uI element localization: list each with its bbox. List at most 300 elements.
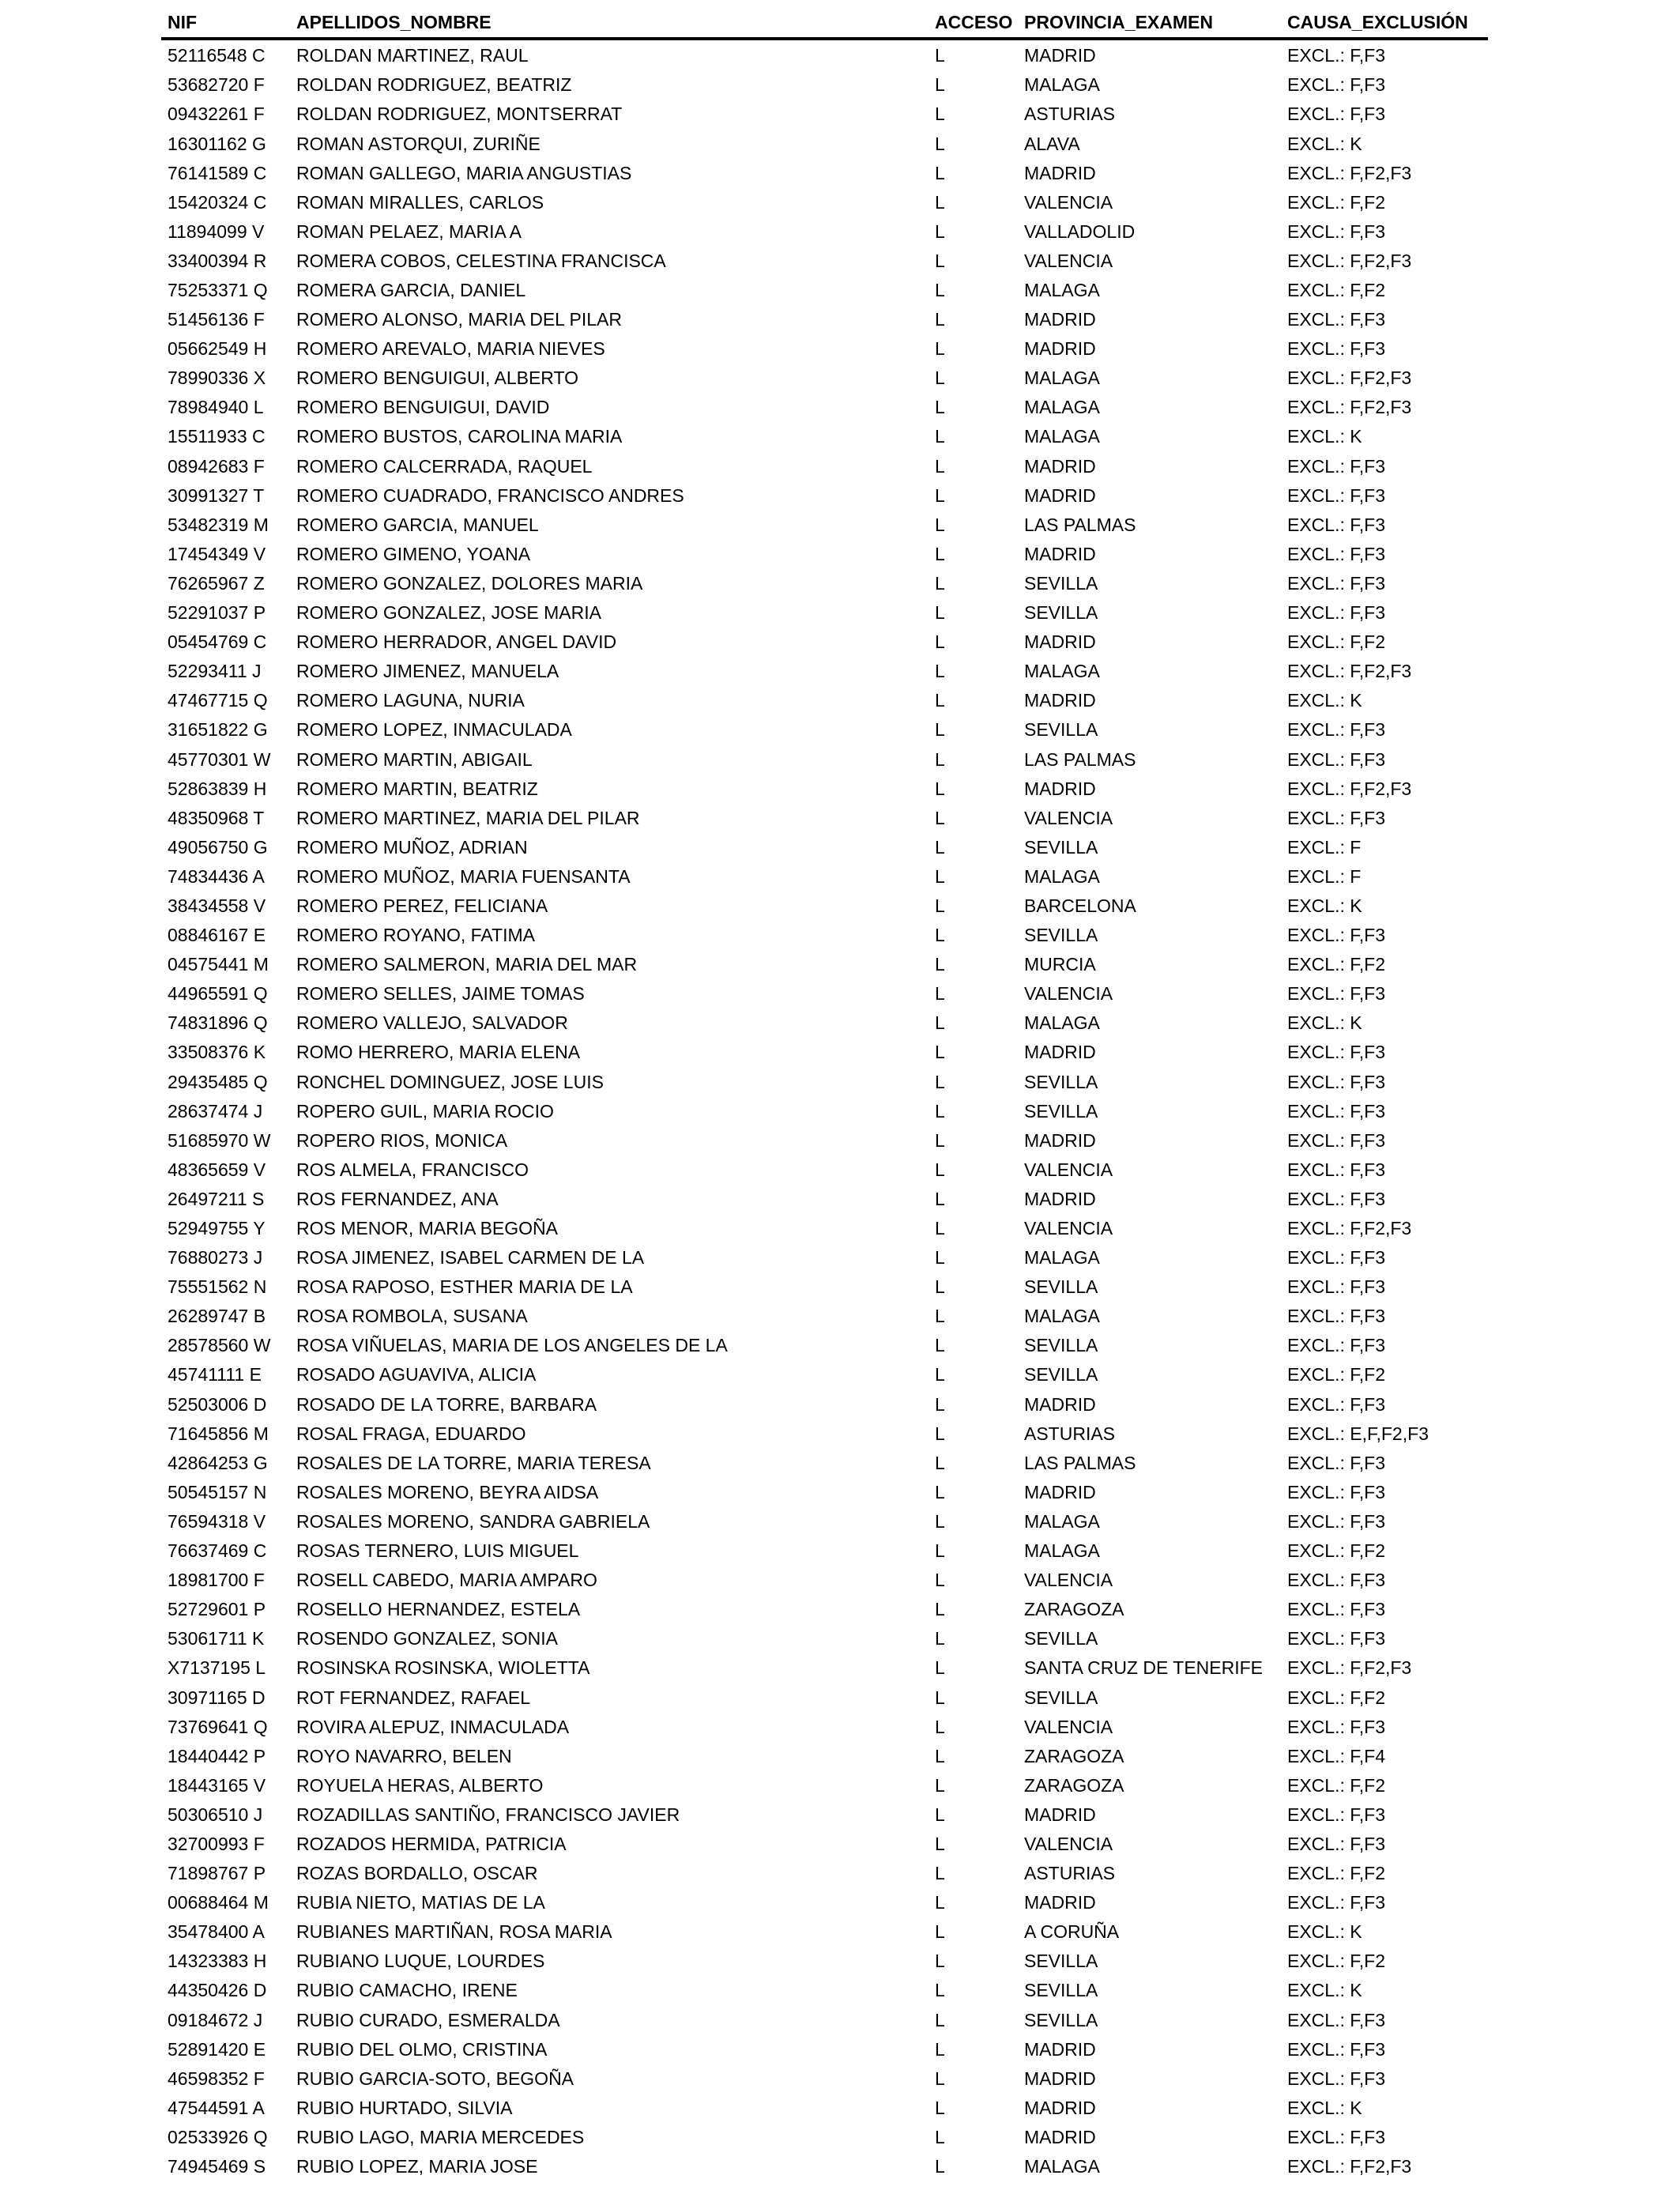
nif-cell: 75551562 N [168,1276,267,1298]
table-row [0,1683,1680,1713]
provincia-examen-cell: MADRID [1024,2097,1096,2118]
nif-cell: X7137195 L [168,1657,266,1679]
provincia-examen-cell: MALAGA [1024,368,1100,389]
table-row [0,1478,1680,1507]
apellidos-nombre-cell: ROMERO HERRADOR, ANGEL DAVID [296,631,617,653]
apellidos-nombre-cell: RUBIANES MARTIÑAN, ROSA MARIA [296,1921,612,1943]
acceso-cell: L [935,221,945,242]
provincia-examen-cell: SEVILLA [1024,1628,1098,1649]
nif-cell: 51456136 F [168,309,265,330]
causa-exclusion-cell: EXCL.: K [1287,1980,1362,2001]
table-row [0,1243,1680,1272]
causa-exclusion-cell: EXCL.: F,F3 [1287,1510,1385,1532]
nif-cell: 33400394 R [168,250,267,271]
causa-exclusion-cell: EXCL.: F,F2,F3 [1287,397,1412,418]
nif-cell: 33508376 K [168,1042,266,1063]
provincia-examen-cell: ZARAGOZA [1024,1599,1124,1620]
table-row [0,686,1680,715]
apellidos-nombre-cell: RUBIO GARCIA-SOTO, BEGOÑA [296,2068,574,2089]
causa-exclusion-cell: EXCL.: F,F3 [1287,1892,1385,1913]
nif-cell: 52291037 P [168,602,266,624]
acceso-cell: L [935,1306,945,1327]
provincia-examen-cell: VALENCIA [1024,1570,1113,1591]
causa-exclusion-cell: EXCL.: F,F3 [1287,1393,1385,1415]
acceso-cell: L [935,74,945,96]
provincia-examen-cell: MALAGA [1024,1540,1100,1562]
apellidos-nombre-cell: ROYO NAVARRO, BELEN [296,1745,512,1766]
nif-cell: 78990336 X [168,368,266,389]
causa-exclusion-cell: EXCL.: K [1287,1921,1362,1943]
apellidos-nombre-cell: ROMERO SELLES, JAIME TOMAS [296,983,585,1005]
provincia-examen-cell: ZARAGOZA [1024,1774,1124,1796]
table-row [0,1624,1680,1653]
table-row [0,1595,1680,1624]
table-row [0,1800,1680,1830]
provincia-examen-cell: MADRID [1024,309,1096,330]
causa-exclusion-cell: EXCL.: K [1287,895,1362,916]
apellidos-nombre-cell: ROZADOS HERMIDA, PATRICIA [296,1833,567,1854]
provincia-examen-cell: VALENCIA [1024,1716,1113,1737]
nif-cell: 49056750 G [168,836,268,858]
apellidos-nombre-cell: RONCHEL DOMINGUEZ, JOSE LUIS [296,1071,604,1092]
causa-exclusion-cell: EXCL.: F,F2 [1287,1863,1385,1884]
acceso-cell: L [935,778,945,799]
provincia-examen-cell: MALAGA [1024,865,1100,887]
provincia-examen-cell: SEVILLA [1024,1100,1098,1122]
apellidos-nombre-cell: ROLDAN MARTINEZ, RAUL [296,45,529,66]
apellidos-nombre-cell: ROMAN PELAEZ, MARIA A [296,221,522,242]
provincia-examen-cell: MADRID [1024,1129,1096,1151]
apellidos-nombre-cell: ROMERO LOPEZ, INMACULADA [296,719,572,741]
provincia-examen-cell: LAS PALMAS [1024,514,1136,535]
causa-exclusion-cell: EXCL.: F,F2 [1287,1774,1385,1796]
provincia-examen-cell: VALENCIA [1024,807,1113,828]
header-provincia-examen: PROVINCIA_EXAMEN [1024,12,1213,32]
table-row [0,921,1680,950]
table-row [0,130,1680,159]
acceso-cell: L [935,1364,945,1385]
acceso-cell: L [935,807,945,828]
provincia-examen-cell: MADRID [1024,45,1096,66]
nif-cell: 47544591 A [168,2097,265,2118]
nif-cell: 18440442 P [168,1745,266,1766]
nif-cell: 74945469 S [168,2156,266,2177]
apellidos-nombre-cell: ROMERO CALCERRADA, RAQUEL [296,455,593,477]
nif-cell: 44965591 Q [168,983,268,1005]
nif-cell: 09432261 F [168,104,265,125]
apellidos-nombre-cell: RUBIA NIETO, MATIAS DE LA [296,1892,545,1913]
table-row [0,393,1680,422]
apellidos-nombre-cell: ROSA RAPOSO, ESTHER MARIA DE LA [296,1276,633,1298]
acceso-cell: L [935,1129,945,1151]
table-row [0,1419,1680,1449]
acceso-cell: L [935,748,945,770]
nif-cell: 15420324 C [168,191,267,213]
apellidos-nombre-cell: ROMERO PEREZ, FELICIANA [296,895,548,916]
table-row [0,1566,1680,1595]
causa-exclusion-cell: EXCL.: F,F2 [1287,1364,1385,1385]
acceso-cell: L [935,1599,945,1620]
causa-exclusion-cell: EXCL.: F,F3 [1287,1716,1385,1737]
acceso-cell: L [935,836,945,858]
table-row [0,1185,1680,1214]
causa-exclusion-cell: EXCL.: F,F2 [1287,1540,1385,1562]
nif-cell: 31651822 G [168,719,268,741]
nif-cell: 28578560 W [168,1335,271,1356]
table-row [0,217,1680,247]
table-row [0,334,1680,364]
acceso-cell: L [935,865,945,887]
nif-cell: 53682720 F [168,74,265,96]
acceso-cell: L [935,1951,945,1972]
nif-cell: 50545157 N [168,1481,267,1502]
causa-exclusion-cell: EXCL.: F,F3 [1287,1071,1385,1092]
acceso-cell: L [935,925,945,946]
acceso-cell: L [935,104,945,125]
causa-exclusion-cell: EXCL.: F,F3 [1287,1159,1385,1180]
acceso-cell: L [935,2097,945,2118]
acceso-cell: L [935,1276,945,1298]
provincia-examen-cell: ALAVA [1024,133,1080,154]
acceso-cell: L [935,250,945,271]
provincia-examen-cell: MADRID [1024,1481,1096,1502]
apellidos-nombre-cell: ROLDAN RODRIGUEZ, BEATRIZ [296,74,572,96]
causa-exclusion-cell: EXCL.: F,F4 [1287,1745,1385,1766]
header-acceso: ACCESO [935,12,1013,32]
causa-exclusion-cell: EXCL.: F,F3 [1287,1804,1385,1825]
apellidos-nombre-cell: ROMERO MARTIN, ABIGAIL [296,748,533,770]
table-row [0,1272,1680,1302]
nif-cell: 75253371 Q [168,280,268,300]
apellidos-nombre-cell: ROMERO SALMERON, MARIA DEL MAR [296,954,638,975]
provincia-examen-cell: MALAGA [1024,280,1100,300]
apellidos-nombre-cell: ROSALES MORENO, BEYRA AIDSA [296,1481,599,1502]
table-row [0,1390,1680,1419]
causa-exclusion-cell: EXCL.: F,F3 [1287,1042,1385,1063]
causa-exclusion-cell: EXCL.: F,F3 [1287,543,1385,564]
apellidos-nombre-cell: ROSALES MORENO, SANDRA GABRIELA [296,1510,650,1532]
header-causa-exclusion: CAUSA_EXCLUSIÓN [1287,12,1468,32]
nif-cell: 35478400 A [168,1921,265,1943]
acceso-cell: L [935,543,945,564]
table-row [0,804,1680,833]
nif-cell: 05454769 C [168,631,267,653]
header-divider [161,37,1488,40]
nif-cell: 02533926 Q [168,2126,268,2147]
table-row [0,540,1680,569]
nif-cell: 32700993 F [168,1833,265,1854]
table-row [0,1713,1680,1742]
apellidos-nombre-cell: ROMERO AREVALO, MARIA NIEVES [296,338,605,360]
causa-exclusion-cell: EXCL.: F,F2,F3 [1287,1218,1412,1238]
table-row [0,1947,1680,1976]
acceso-cell: L [935,1247,945,1269]
table-row [0,657,1680,686]
causa-exclusion-cell: EXCL.: F,F3 [1287,1335,1385,1356]
acceso-cell: L [935,1423,945,1444]
table-row [0,41,1680,70]
acceso-cell: L [935,983,945,1005]
provincia-examen-cell: MALAGA [1024,1306,1100,1327]
causa-exclusion-cell: EXCL.: K [1287,133,1362,154]
table-row [0,247,1680,276]
acceso-cell: L [935,1716,945,1737]
table-row [0,1360,1680,1389]
acceso-cell: L [935,1510,945,1532]
nif-cell: 76265967 Z [168,572,265,594]
causa-exclusion-cell: EXCL.: F,F2 [1287,631,1385,653]
provincia-examen-cell: MADRID [1024,2038,1096,2060]
nif-cell: 76594318 V [168,1510,266,1532]
acceso-cell: L [935,690,945,711]
provincia-examen-cell: VALENCIA [1024,1218,1113,1238]
causa-exclusion-cell: EXCL.: F,F3 [1287,925,1385,946]
provincia-examen-cell: MALAGA [1024,1510,1100,1532]
nif-cell: 26289747 B [168,1306,266,1327]
apellidos-nombre-cell: ROT FERNANDEZ, RAFAEL [296,1687,531,1708]
table-row [0,1742,1680,1771]
apellidos-nombre-cell: ROPERO RIOS, MONICA [296,1129,508,1151]
provincia-examen-cell: MADRID [1024,690,1096,711]
provincia-examen-cell: SEVILLA [1024,1335,1098,1356]
table-row [0,188,1680,217]
nif-cell: 08846167 E [168,925,266,946]
causa-exclusion-cell: EXCL.: F,F3 [1287,1188,1385,1209]
table-row [0,1653,1680,1683]
table-row [0,1507,1680,1536]
acceso-cell: L [935,954,945,975]
table-row [0,2064,1680,2094]
acceso-cell: L [935,1393,945,1415]
table-row [0,452,1680,481]
apellidos-nombre-cell: ROMERO GIMENO, YOANA [296,543,531,564]
nif-cell: 71645856 M [168,1423,269,1444]
acceso-cell: L [935,1804,945,1825]
acceso-cell: L [935,2068,945,2089]
apellidos-nombre-cell: ROSA VIÑUELAS, MARIA DE LOS ANGELES DE LA [296,1335,728,1356]
table-row [0,1536,1680,1566]
nif-cell: 53061711 K [168,1628,265,1649]
apellidos-nombre-cell: ROYUELA HERAS, ALBERTO [296,1774,544,1796]
provincia-examen-cell: MADRID [1024,543,1096,564]
apellidos-nombre-cell: ROSAL FRAGA, EDUARDO [296,1423,526,1444]
header-nif: NIF [168,12,198,32]
apellidos-nombre-cell: ROMERO GONZALEZ, DOLORES MARIA [296,572,643,594]
nif-cell: 71898767 P [168,1863,266,1884]
causa-exclusion-cell: EXCL.: F,F3 [1287,74,1385,96]
table-row [0,2094,1680,2123]
nif-cell: 30991327 T [168,484,265,506]
nif-cell: 73769641 Q [168,1716,268,1737]
table-row [0,1771,1680,1800]
provincia-examen-cell: MADRID [1024,1393,1096,1415]
acceso-cell: L [935,397,945,418]
apellidos-nombre-cell: ROSENDO GONZALEZ, SONIA [296,1628,558,1649]
apellidos-nombre-cell: ROMERO MARTINEZ, MARIA DEL PILAR [296,807,640,828]
provincia-examen-cell: SEVILLA [1024,1980,1098,2001]
table-row [0,1830,1680,1859]
table-row [0,2006,1680,2035]
provincia-examen-cell: ZARAGOZA [1024,1745,1124,1766]
causa-exclusion-cell: EXCL.: F,F3 [1287,338,1385,360]
provincia-examen-cell: LAS PALMAS [1024,1452,1136,1473]
provincia-examen-cell: MALAGA [1024,2156,1100,2177]
apellidos-nombre-cell: ROMERO GARCIA, MANUEL [296,514,539,535]
nif-cell: 14323383 H [168,1951,267,1972]
apellidos-nombre-cell: ROMAN ASTORQUI, ZURIÑE [296,133,541,154]
header-apellidos-nombre: APELLIDOS_NOMBRE [296,12,492,32]
provincia-examen-cell: A CORUÑA [1024,1921,1120,1943]
causa-exclusion-cell: EXCL.: F,F3 [1287,807,1385,828]
apellidos-nombre-cell: RUBIO CURADO, ESMERALDA [296,2009,560,2030]
acceso-cell: L [935,572,945,594]
provincia-examen-cell: SEVILLA [1024,1364,1098,1385]
causa-exclusion-cell: EXCL.: F,F2 [1287,1951,1385,1972]
apellidos-nombre-cell: ROS ALMELA, FRANCISCO [296,1159,529,1180]
acceso-cell: L [935,484,945,506]
apellidos-nombre-cell: RUBIANO LUQUE, LOURDES [296,1951,545,1972]
causa-exclusion-cell: EXCL.: F,F2 [1287,280,1385,300]
provincia-examen-cell: MADRID [1024,1804,1096,1825]
acceso-cell: L [935,133,945,154]
provincia-examen-cell: SANTA CRUZ DE TENERIFE [1024,1657,1264,1679]
apellidos-nombre-cell: ROZADILLAS SANTIÑO, FRANCISCO JAVIER [296,1804,680,1825]
causa-exclusion-cell: EXCL.: F,F3 [1287,45,1385,66]
provincia-examen-cell: MURCIA [1024,954,1096,975]
provincia-examen-cell: MADRID [1024,2068,1096,2089]
acceso-cell: L [935,2009,945,2030]
apellidos-nombre-cell: ROSAS TERNERO, LUIS MIGUEL [296,1540,579,1562]
acceso-cell: L [935,2126,945,2147]
table-row [0,1888,1680,1917]
table-row [0,305,1680,334]
acceso-cell: L [935,514,945,535]
table-row [0,2152,1680,2181]
apellidos-nombre-cell: ROMO HERRERO, MARIA ELENA [296,1042,581,1063]
causa-exclusion-cell: EXCL.: F [1287,865,1362,887]
nif-cell: 52293411 J [168,661,262,682]
nif-cell: 18443165 V [168,1774,266,1796]
table-row [0,1917,1680,1947]
table-row [0,1097,1680,1126]
nif-cell: 78984940 L [168,397,264,418]
causa-exclusion-cell: EXCL.: F,F2,F3 [1287,778,1412,799]
nif-cell: 08942683 F [168,455,265,477]
provincia-examen-cell: ASTURIAS [1024,1423,1116,1444]
provincia-examen-cell: SEVILLA [1024,1276,1098,1298]
table-row [0,2035,1680,2064]
apellidos-nombre-cell: ROLDAN RODRIGUEZ, MONTSERRAT [296,104,623,125]
provincia-examen-cell: MADRID [1024,338,1096,360]
provincia-examen-cell: VALENCIA [1024,1833,1113,1854]
nif-cell: 15511933 C [168,426,266,447]
acceso-cell: L [935,1042,945,1063]
table-row [0,422,1680,451]
causa-exclusion-cell: EXCL.: F,F2,F3 [1287,368,1412,389]
table-body [0,41,1680,2181]
apellidos-nombre-cell: ROSELL CABEDO, MARIA AMPARO [296,1570,597,1591]
table-row [0,1155,1680,1185]
apellidos-nombre-cell: ROMERO ROYANO, FATIMA [296,925,535,946]
provincia-examen-cell: SEVILLA [1024,572,1098,594]
provincia-examen-cell: MALAGA [1024,397,1100,418]
nif-cell: 17454349 V [168,543,266,564]
causa-exclusion-cell: EXCL.: F,F2,F3 [1287,1657,1412,1679]
causa-exclusion-cell: EXCL.: F,F3 [1287,455,1385,477]
causa-exclusion-cell: EXCL.: F,F3 [1287,1452,1385,1473]
nif-cell: 11894099 V [168,221,265,242]
nif-cell: 42864253 G [168,1452,268,1473]
causa-exclusion-cell: EXCL.: F,F3 [1287,1570,1385,1591]
acceso-cell: L [935,1335,945,1356]
table-row [0,1008,1680,1038]
acceso-cell: L [935,309,945,330]
acceso-cell: L [935,368,945,389]
apellidos-nombre-cell: ROMERO VALLEJO, SALVADOR [296,1012,568,1034]
acceso-cell: L [935,1218,945,1238]
nif-cell: 38434558 V [168,895,266,916]
nif-cell: 52729601 P [168,1599,266,1620]
provincia-examen-cell: MADRID [1024,631,1096,653]
apellidos-nombre-cell: ROMERA GARCIA, DANIEL [296,280,526,300]
provincia-examen-cell: MADRID [1024,1892,1096,1913]
table-row [0,511,1680,540]
causa-exclusion-cell: EXCL.: K [1287,1012,1362,1034]
table-row [0,1214,1680,1243]
nif-cell: 52863839 H [168,778,267,799]
nif-cell: 76880273 J [168,1247,263,1269]
causa-exclusion-cell: EXCL.: F,F2 [1287,191,1385,213]
provincia-examen-cell: SEVILLA [1024,925,1098,946]
apellidos-nombre-cell: ROSA ROMBOLA, SUSANA [296,1306,528,1327]
apellidos-nombre-cell: ROSADO AGUAVIVA, ALICIA [296,1364,537,1385]
acceso-cell: L [935,1071,945,1092]
table-row [0,100,1680,129]
nif-cell: 76141589 C [168,162,267,183]
table-row [0,1859,1680,1888]
acceso-cell: L [935,1921,945,1943]
table-row [0,159,1680,188]
acceso-cell: L [935,1540,945,1562]
acceso-cell: L [935,1892,945,1913]
nif-cell: 29435485 Q [168,1071,268,1092]
table-row [0,1449,1680,1478]
provincia-examen-cell: MALAGA [1024,1012,1100,1034]
acceso-cell: L [935,1980,945,2001]
provincia-examen-cell: MALAGA [1024,1247,1100,1269]
acceso-cell: L [935,1100,945,1122]
causa-exclusion-cell: EXCL.: F,F3 [1287,1100,1385,1122]
table-row [0,569,1680,598]
acceso-cell: L [935,280,945,300]
causa-exclusion-cell: EXCL.: F,F3 [1287,1129,1385,1151]
table-row [0,862,1680,892]
table-row [0,1976,1680,2005]
acceso-cell: L [935,1628,945,1649]
causa-exclusion-cell: EXCL.: F,F2,F3 [1287,661,1412,682]
provincia-examen-cell: SEVILLA [1024,719,1098,741]
nif-cell: 46598352 F [168,2068,265,2089]
causa-exclusion-cell: EXCL.: F,F3 [1287,1276,1385,1298]
acceso-cell: L [935,631,945,653]
nif-cell: 45741111 E [168,1364,262,1385]
provincia-examen-cell: SEVILLA [1024,2009,1098,2030]
acceso-cell: L [935,426,945,447]
apellidos-nombre-cell: RUBIO HURTADO, SILVIA [296,2097,513,2118]
causa-exclusion-cell: EXCL.: K [1287,426,1362,447]
causa-exclusion-cell: EXCL.: F,F3 [1287,104,1385,125]
causa-exclusion-cell: EXCL.: F,F3 [1287,572,1385,594]
